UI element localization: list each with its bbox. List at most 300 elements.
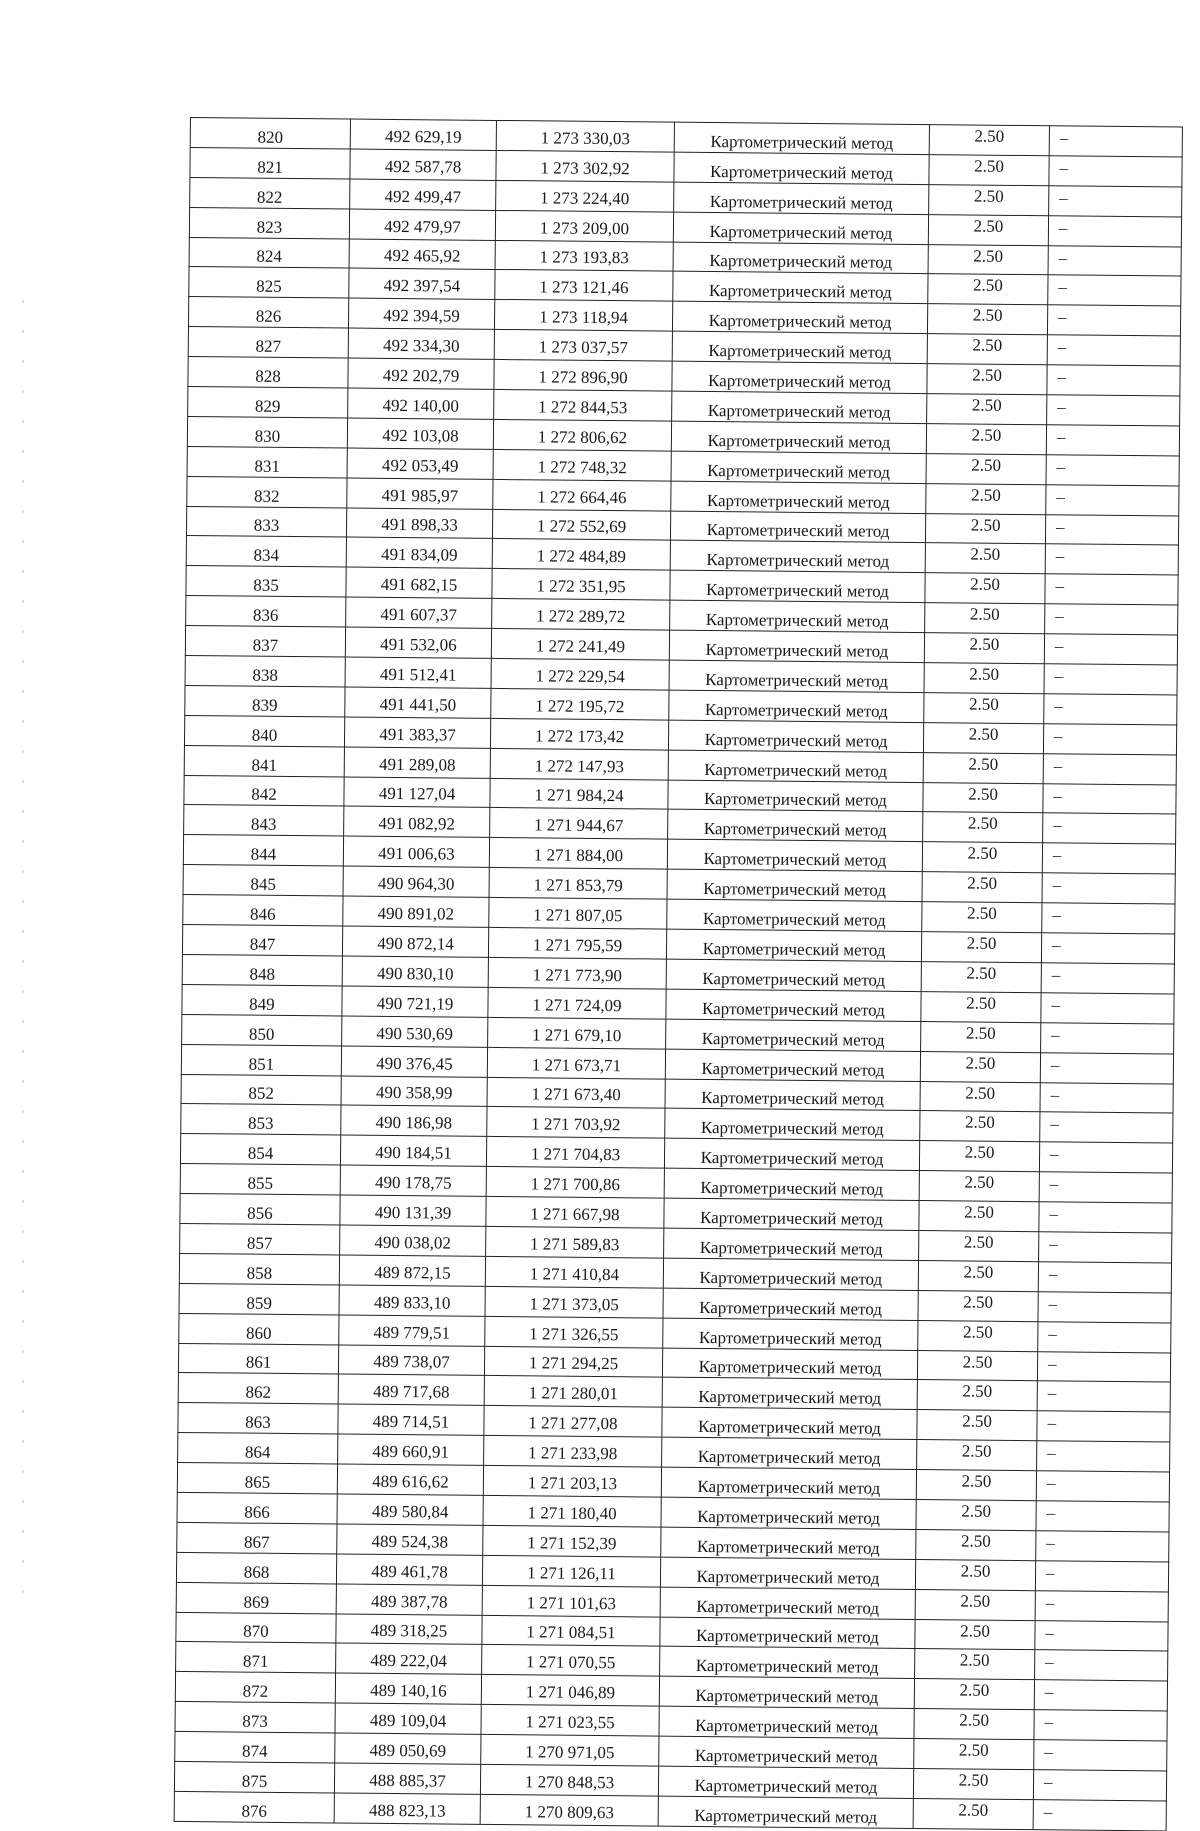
- method-cell: Картометрический метод: [670, 570, 925, 602]
- y-coordinate-cell: 1 272 748,32: [493, 449, 671, 481]
- method-cell: Картометрический метод: [661, 1527, 916, 1559]
- method-cell: Картометрический метод: [672, 361, 927, 393]
- accuracy-cell: 2.50: [919, 1201, 1039, 1232]
- x-coordinate-cell: 488 823,13: [334, 1793, 480, 1824]
- point-number-cell: 859: [179, 1283, 339, 1314]
- y-coordinate-cell: 1 271 667,98: [486, 1196, 664, 1228]
- y-coordinate-cell: 1 272 195,72: [491, 688, 669, 720]
- method-cell: Картометрический метод: [666, 989, 921, 1021]
- point-number-cell: 826: [188, 297, 348, 328]
- scan-margin-marks: [22, 300, 24, 1600]
- accuracy-cell: 2.50: [916, 1470, 1036, 1501]
- note-cell: –: [1042, 903, 1175, 934]
- accuracy-cell: 2.50: [928, 274, 1048, 305]
- note-cell: –: [1044, 634, 1177, 665]
- x-coordinate-cell: 491 607,37: [346, 597, 492, 628]
- accuracy-cell: 2.50: [924, 663, 1044, 694]
- y-coordinate-cell: 1 271 679,10: [488, 1017, 666, 1049]
- note-cell: –: [1034, 1740, 1167, 1771]
- method-cell: Картометрический метод: [665, 1108, 920, 1140]
- point-number-cell: 849: [182, 984, 342, 1015]
- y-coordinate-cell: 1 272 484,89: [492, 539, 670, 571]
- method-cell: Картометрический метод: [671, 451, 926, 483]
- x-coordinate-cell: 488 885,37: [334, 1763, 480, 1794]
- point-number-cell: 824: [189, 237, 349, 268]
- method-cell: Картометрический метод: [672, 301, 927, 333]
- note-cell: –: [1039, 1202, 1172, 1233]
- y-coordinate-cell: 1 271 773,90: [488, 957, 666, 989]
- x-coordinate-cell: 489 738,07: [338, 1344, 484, 1375]
- point-number-cell: 873: [175, 1702, 335, 1733]
- accuracy-cell: 2.50: [922, 902, 1042, 933]
- note-cell: –: [1045, 604, 1178, 635]
- x-coordinate-cell: 492 397,54: [349, 268, 495, 299]
- method-cell: Картометрический метод: [674, 122, 929, 154]
- method-cell: Картометрический метод: [659, 1706, 914, 1738]
- method-cell: Картометрический метод: [663, 1258, 918, 1290]
- x-coordinate-cell: 490 184,51: [340, 1135, 486, 1166]
- x-coordinate-cell: 491 289,08: [344, 747, 490, 778]
- method-cell: Картометрический метод: [670, 541, 925, 573]
- note-cell: –: [1037, 1381, 1170, 1412]
- x-coordinate-cell: 490 872,14: [342, 926, 488, 957]
- y-coordinate-cell: 1 271 070,55: [482, 1645, 660, 1677]
- accuracy-cell: 2.50: [926, 483, 1046, 514]
- note-cell: –: [1034, 1710, 1167, 1741]
- y-coordinate-cell: 1 271 180,40: [483, 1495, 661, 1527]
- note-cell: –: [1035, 1620, 1168, 1651]
- point-number-cell: 823: [189, 207, 349, 238]
- accuracy-cell: 2.50: [929, 154, 1049, 185]
- point-number-cell: 865: [177, 1463, 337, 1494]
- accuracy-cell: 2.50: [922, 872, 1042, 903]
- method-cell: Картометрический метод: [660, 1587, 915, 1619]
- y-coordinate-cell: 1 273 037,57: [494, 330, 672, 362]
- method-cell: Картометрический метод: [674, 152, 929, 184]
- y-coordinate-cell: 1 271 233,98: [484, 1436, 662, 1468]
- accuracy-cell: 2.50: [929, 125, 1049, 156]
- y-coordinate-cell: 1 272 896,90: [494, 360, 672, 392]
- x-coordinate-cell: 489 660,91: [338, 1434, 484, 1465]
- method-cell: Картометрический метод: [674, 182, 929, 214]
- method-cell: Картометрический метод: [659, 1736, 914, 1768]
- note-cell: –: [1049, 126, 1182, 157]
- x-coordinate-cell: 492 334,30: [348, 328, 494, 359]
- y-coordinate-cell: 1 271 884,00: [489, 838, 667, 870]
- y-coordinate-cell: 1 271 944,67: [490, 808, 668, 840]
- method-cell: Картометрический метод: [669, 690, 924, 722]
- note-cell: –: [1040, 1052, 1173, 1083]
- accuracy-cell: 2.50: [923, 812, 1043, 843]
- point-number-cell: 851: [181, 1044, 341, 1075]
- y-coordinate-cell: 1 272 552,69: [492, 509, 670, 541]
- accuracy-cell: 2.50: [916, 1529, 1036, 1560]
- x-coordinate-cell: 489 140,16: [335, 1673, 481, 1704]
- x-coordinate-cell: 491 441,50: [345, 687, 491, 718]
- x-coordinate-cell: 490 358,99: [341, 1075, 487, 1106]
- point-number-cell: 868: [176, 1552, 336, 1583]
- point-number-cell: 825: [189, 267, 349, 298]
- note-cell: –: [1048, 245, 1181, 276]
- point-number-cell: 857: [180, 1223, 340, 1254]
- point-number-cell: 852: [181, 1074, 341, 1105]
- note-cell: –: [1044, 664, 1177, 695]
- method-cell: Картометрический метод: [666, 959, 921, 991]
- point-number-cell: 831: [187, 446, 347, 477]
- point-number-cell: 827: [188, 327, 348, 358]
- note-cell: –: [1035, 1560, 1168, 1591]
- accuracy-cell: 2.50: [927, 334, 1047, 365]
- note-cell: –: [1042, 843, 1175, 874]
- method-cell: Картометрический метод: [673, 212, 928, 244]
- x-coordinate-cell: 489 714,51: [338, 1404, 484, 1435]
- method-cell: Картометрический метод: [669, 660, 924, 692]
- x-coordinate-cell: 491 512,41: [345, 657, 491, 688]
- y-coordinate-cell: 1 273 118,94: [494, 300, 672, 332]
- note-cell: –: [1036, 1531, 1169, 1562]
- accuracy-cell: 2.50: [914, 1679, 1034, 1710]
- x-coordinate-cell: 492 394,59: [348, 298, 494, 329]
- x-coordinate-cell: 489 318,25: [336, 1614, 482, 1645]
- y-coordinate-cell: 1 272 806,62: [493, 419, 671, 451]
- y-coordinate-cell: 1 273 224,40: [496, 180, 674, 212]
- x-coordinate-cell: 490 376,45: [341, 1046, 487, 1077]
- x-coordinate-cell: 492 103,08: [347, 418, 493, 449]
- x-coordinate-cell: 491 006,63: [343, 836, 489, 867]
- method-cell: Картометрический метод: [670, 600, 925, 632]
- point-number-cell: 835: [186, 566, 346, 597]
- accuracy-cell: 2.50: [915, 1559, 1035, 1590]
- method-cell: Картометрический метод: [672, 391, 927, 423]
- y-coordinate-cell: 1 271 084,51: [482, 1615, 660, 1647]
- accuracy-cell: 2.50: [925, 543, 1045, 574]
- note-cell: –: [1037, 1441, 1170, 1472]
- y-coordinate-cell: 1 271 126,11: [482, 1555, 660, 1587]
- accuracy-cell: 2.50: [918, 1260, 1038, 1291]
- point-number-cell: 833: [186, 506, 346, 537]
- x-coordinate-cell: 490 038,02: [340, 1225, 486, 1256]
- point-number-cell: 861: [178, 1343, 338, 1374]
- note-cell: –: [1034, 1680, 1167, 1711]
- method-cell: Картометрический метод: [666, 929, 921, 961]
- accuracy-cell: 2.50: [921, 1021, 1041, 1052]
- accuracy-cell: 2.50: [928, 214, 1048, 245]
- point-number-cell: 842: [184, 775, 344, 806]
- note-cell: –: [1043, 753, 1176, 784]
- x-coordinate-cell: 491 127,04: [344, 777, 490, 808]
- point-number-cell: 866: [177, 1492, 337, 1523]
- point-number-cell: 844: [183, 835, 343, 866]
- y-coordinate-cell: 1 271 700,86: [486, 1167, 664, 1199]
- accuracy-cell: 2.50: [916, 1500, 1036, 1531]
- accuracy-cell: 2.50: [929, 184, 1049, 215]
- y-coordinate-cell: 1 273 121,46: [495, 270, 673, 302]
- method-cell: Картометрический метод: [664, 1228, 919, 1260]
- accuracy-cell: 2.50: [923, 782, 1043, 813]
- coordinates-table: [174, 117, 1183, 1831]
- y-coordinate-cell: 1 272 289,72: [492, 599, 670, 631]
- note-cell: –: [1043, 813, 1176, 844]
- point-number-cell: 837: [185, 626, 345, 657]
- point-number-cell: 840: [184, 715, 344, 746]
- method-cell: Картометрический метод: [667, 869, 922, 901]
- y-coordinate-cell: 1 271 280,01: [484, 1376, 662, 1408]
- note-cell: –: [1039, 1172, 1172, 1203]
- x-coordinate-cell: 491 532,06: [345, 627, 491, 658]
- note-cell: –: [1033, 1770, 1166, 1801]
- x-coordinate-cell: 491 082,92: [344, 806, 490, 837]
- method-cell: Картометрический метод: [669, 630, 924, 662]
- point-number-cell: 860: [179, 1313, 339, 1344]
- accuracy-cell: 2.50: [921, 932, 1041, 963]
- point-number-cell: 872: [175, 1672, 335, 1703]
- y-coordinate-cell: 1 270 848,53: [480, 1764, 658, 1796]
- accuracy-cell: 2.50: [918, 1320, 1038, 1351]
- note-cell: –: [1036, 1501, 1169, 1532]
- accuracy-cell: 2.50: [925, 573, 1045, 604]
- point-number-cell: 870: [176, 1612, 336, 1643]
- accuracy-cell: 2.50: [918, 1290, 1038, 1321]
- accuracy-cell: 2.50: [914, 1709, 1034, 1740]
- x-coordinate-cell: 491 898,33: [346, 508, 492, 539]
- point-number-cell: 839: [185, 685, 345, 716]
- note-cell: –: [1049, 186, 1182, 217]
- method-cell: Картометрический метод: [662, 1437, 917, 1469]
- x-coordinate-cell: 490 131,39: [340, 1195, 486, 1226]
- accuracy-cell: 2.50: [927, 394, 1047, 425]
- x-coordinate-cell: 490 721,19: [342, 986, 488, 1017]
- x-coordinate-cell: 490 964,30: [343, 866, 489, 897]
- x-coordinate-cell: 489 872,15: [339, 1255, 485, 1286]
- x-coordinate-cell: 490 530,69: [342, 1016, 488, 1047]
- note-cell: –: [1047, 365, 1180, 396]
- point-number-cell: 838: [185, 656, 345, 687]
- note-cell: –: [1033, 1800, 1166, 1831]
- note-cell: –: [1039, 1232, 1172, 1263]
- note-cell: –: [1041, 933, 1174, 964]
- point-number-cell: 869: [176, 1582, 336, 1613]
- y-coordinate-cell: 1 272 844,53: [494, 389, 672, 421]
- note-cell: –: [1048, 215, 1181, 246]
- x-coordinate-cell: 492 140,00: [348, 388, 494, 419]
- note-cell: –: [1045, 544, 1178, 575]
- x-coordinate-cell: 489 580,84: [337, 1494, 483, 1525]
- y-coordinate-cell: 1 271 023,55: [481, 1705, 659, 1737]
- x-coordinate-cell: 489 109,04: [335, 1703, 481, 1734]
- note-cell: –: [1042, 873, 1175, 904]
- y-coordinate-cell: 1 271 294,25: [484, 1346, 662, 1378]
- accuracy-cell: 2.50: [925, 513, 1045, 544]
- note-cell: –: [1047, 335, 1180, 366]
- point-number-cell: 854: [180, 1134, 340, 1165]
- method-cell: Картометрический метод: [671, 481, 926, 513]
- accuracy-cell: 2.50: [920, 1111, 1040, 1142]
- note-cell: –: [1047, 305, 1180, 336]
- point-number-cell: 821: [190, 147, 350, 178]
- point-number-cell: 847: [182, 925, 342, 956]
- method-cell: Картометрический метод: [668, 780, 923, 812]
- y-coordinate-cell: 1 271 853,79: [489, 868, 667, 900]
- x-coordinate-cell: 492 053,49: [347, 448, 493, 479]
- accuracy-cell: 2.50: [915, 1619, 1035, 1650]
- x-coordinate-cell: 490 178,75: [340, 1165, 486, 1196]
- note-cell: –: [1038, 1321, 1171, 1352]
- y-coordinate-cell: 1 272 664,46: [493, 479, 671, 511]
- method-cell: Картометрический метод: [660, 1557, 915, 1589]
- method-cell: Картометрический метод: [661, 1467, 916, 1499]
- method-cell: Картометрический метод: [668, 750, 923, 782]
- method-cell: Картометрический метод: [662, 1348, 917, 1380]
- point-number-cell: 858: [179, 1253, 339, 1284]
- x-coordinate-cell: 492 202,79: [348, 358, 494, 389]
- accuracy-cell: 2.50: [917, 1380, 1037, 1411]
- accuracy-cell: 2.50: [925, 603, 1045, 634]
- method-cell: Картометрический метод: [665, 1079, 920, 1111]
- accuracy-cell: 2.50: [915, 1589, 1035, 1620]
- method-cell: Картометрический метод: [668, 720, 923, 752]
- y-coordinate-cell: 1 273 330,03: [496, 120, 674, 152]
- note-cell: –: [1041, 963, 1174, 994]
- method-cell: Картометрический метод: [673, 242, 928, 274]
- note-cell: –: [1035, 1590, 1168, 1621]
- point-number-cell: 875: [174, 1761, 334, 1792]
- accuracy-cell: 2.50: [921, 991, 1041, 1022]
- accuracy-cell: 2.50: [920, 1081, 1040, 1112]
- x-coordinate-cell: 489 461,78: [336, 1554, 482, 1585]
- y-coordinate-cell: 1 271 703,92: [487, 1107, 665, 1139]
- note-cell: –: [1044, 694, 1177, 725]
- x-coordinate-cell: 489 222,04: [336, 1643, 482, 1674]
- method-cell: Картометрический метод: [660, 1617, 915, 1649]
- x-coordinate-cell: 491 682,15: [346, 567, 492, 598]
- point-number-cell: 871: [176, 1642, 336, 1673]
- accuracy-cell: 2.50: [923, 722, 1043, 753]
- x-coordinate-cell: 489 387,78: [336, 1584, 482, 1615]
- point-number-cell: 830: [187, 416, 347, 447]
- x-coordinate-cell: 489 050,69: [335, 1733, 481, 1764]
- accuracy-cell: 2.50: [917, 1440, 1037, 1471]
- accuracy-cell: 2.50: [920, 1051, 1040, 1082]
- accuracy-cell: 2.50: [913, 1798, 1033, 1829]
- method-cell: Картометрический метод: [661, 1497, 916, 1529]
- point-number-cell: 864: [178, 1433, 338, 1464]
- point-number-cell: 828: [188, 357, 348, 388]
- note-cell: –: [1046, 425, 1179, 456]
- y-coordinate-cell: 1 271 277,08: [484, 1406, 662, 1438]
- x-coordinate-cell: 490 891,02: [343, 896, 489, 927]
- accuracy-cell: 2.50: [924, 633, 1044, 664]
- accuracy-cell: 2.50: [917, 1350, 1037, 1381]
- note-cell: –: [1046, 455, 1179, 486]
- point-number-cell: 836: [186, 596, 346, 627]
- x-coordinate-cell: 492 479,97: [349, 209, 495, 240]
- note-cell: –: [1049, 156, 1182, 187]
- method-cell: Картометрический метод: [664, 1168, 919, 1200]
- x-coordinate-cell: 490 186,98: [341, 1105, 487, 1136]
- y-coordinate-cell: 1 271 373,05: [485, 1286, 663, 1318]
- point-number-cell: 867: [177, 1522, 337, 1553]
- method-cell: Картометрический метод: [673, 272, 928, 304]
- y-coordinate-cell: 1 271 203,13: [483, 1465, 661, 1497]
- point-number-cell: 834: [186, 536, 346, 567]
- point-number-cell: 862: [178, 1373, 338, 1404]
- point-number-cell: 876: [174, 1791, 334, 1822]
- y-coordinate-cell: 1 271 326,55: [485, 1316, 663, 1348]
- y-coordinate-cell: 1 273 302,92: [496, 150, 674, 182]
- x-coordinate-cell: 491 383,37: [344, 717, 490, 748]
- accuracy-cell: 2.50: [919, 1171, 1039, 1202]
- note-cell: –: [1043, 783, 1176, 814]
- note-cell: –: [1046, 484, 1179, 515]
- y-coordinate-cell: 1 271 673,71: [487, 1047, 665, 1079]
- point-number-cell: 848: [182, 954, 342, 985]
- point-number-cell: 855: [180, 1164, 340, 1195]
- note-cell: –: [1040, 1112, 1173, 1143]
- accuracy-cell: 2.50: [927, 304, 1047, 335]
- x-coordinate-cell: 489 833,10: [339, 1285, 485, 1316]
- y-coordinate-cell: 1 271 101,63: [482, 1585, 660, 1617]
- note-cell: –: [1040, 1082, 1173, 1113]
- note-cell: –: [1045, 574, 1178, 605]
- method-cell: Картометрический метод: [658, 1766, 913, 1798]
- accuracy-cell: 2.50: [917, 1410, 1037, 1441]
- note-cell: –: [1048, 275, 1181, 306]
- point-number-cell: 832: [187, 476, 347, 507]
- point-number-cell: 850: [182, 1014, 342, 1045]
- note-cell: –: [1037, 1351, 1170, 1382]
- note-cell: –: [1043, 724, 1176, 755]
- point-number-cell: 820: [190, 118, 350, 149]
- method-cell: Картометрический метод: [668, 810, 923, 842]
- point-number-cell: 845: [183, 865, 343, 896]
- point-number-cell: 874: [175, 1732, 335, 1763]
- y-coordinate-cell: 1 270 809,63: [480, 1794, 658, 1826]
- method-cell: Картометрический метод: [667, 839, 922, 871]
- y-coordinate-cell: 1 272 229,54: [491, 658, 669, 690]
- x-coordinate-cell: 489 524,38: [337, 1524, 483, 1555]
- y-coordinate-cell: 1 272 173,42: [490, 718, 668, 750]
- x-coordinate-cell: 492 499,47: [350, 179, 496, 210]
- x-coordinate-cell: 492 629,19: [350, 119, 496, 150]
- point-number-cell: 853: [181, 1104, 341, 1135]
- point-number-cell: 822: [190, 177, 350, 208]
- accuracy-cell: 2.50: [913, 1769, 1033, 1800]
- y-coordinate-cell: 1 271 795,59: [488, 927, 666, 959]
- method-cell: Картометрический метод: [664, 1138, 919, 1170]
- method-cell: Картометрический метод: [670, 511, 925, 543]
- accuracy-cell: 2.50: [926, 453, 1046, 484]
- y-coordinate-cell: 1 271 984,24: [490, 778, 668, 810]
- x-coordinate-cell: 491 985,97: [347, 478, 493, 509]
- method-cell: Картометрический метод: [659, 1676, 914, 1708]
- point-number-cell: 841: [184, 745, 344, 776]
- accuracy-cell: 2.50: [914, 1739, 1034, 1770]
- point-number-cell: 846: [183, 895, 343, 926]
- y-coordinate-cell: 1 272 351,95: [492, 569, 670, 601]
- point-number-cell: 863: [178, 1403, 338, 1434]
- method-cell: Картометрический метод: [672, 331, 927, 363]
- x-coordinate-cell: 489 616,62: [337, 1464, 483, 1495]
- note-cell: –: [1045, 514, 1178, 545]
- x-coordinate-cell: 490 830,10: [342, 956, 488, 987]
- y-coordinate-cell: 1 272 147,93: [490, 748, 668, 780]
- method-cell: Картометрический метод: [664, 1198, 919, 1230]
- accuracy-cell: 2.50: [928, 244, 1048, 275]
- x-coordinate-cell: 489 717,68: [338, 1374, 484, 1405]
- accuracy-cell: 2.50: [923, 752, 1043, 783]
- method-cell: Картометрический метод: [660, 1647, 915, 1679]
- accuracy-cell: 2.50: [919, 1141, 1039, 1172]
